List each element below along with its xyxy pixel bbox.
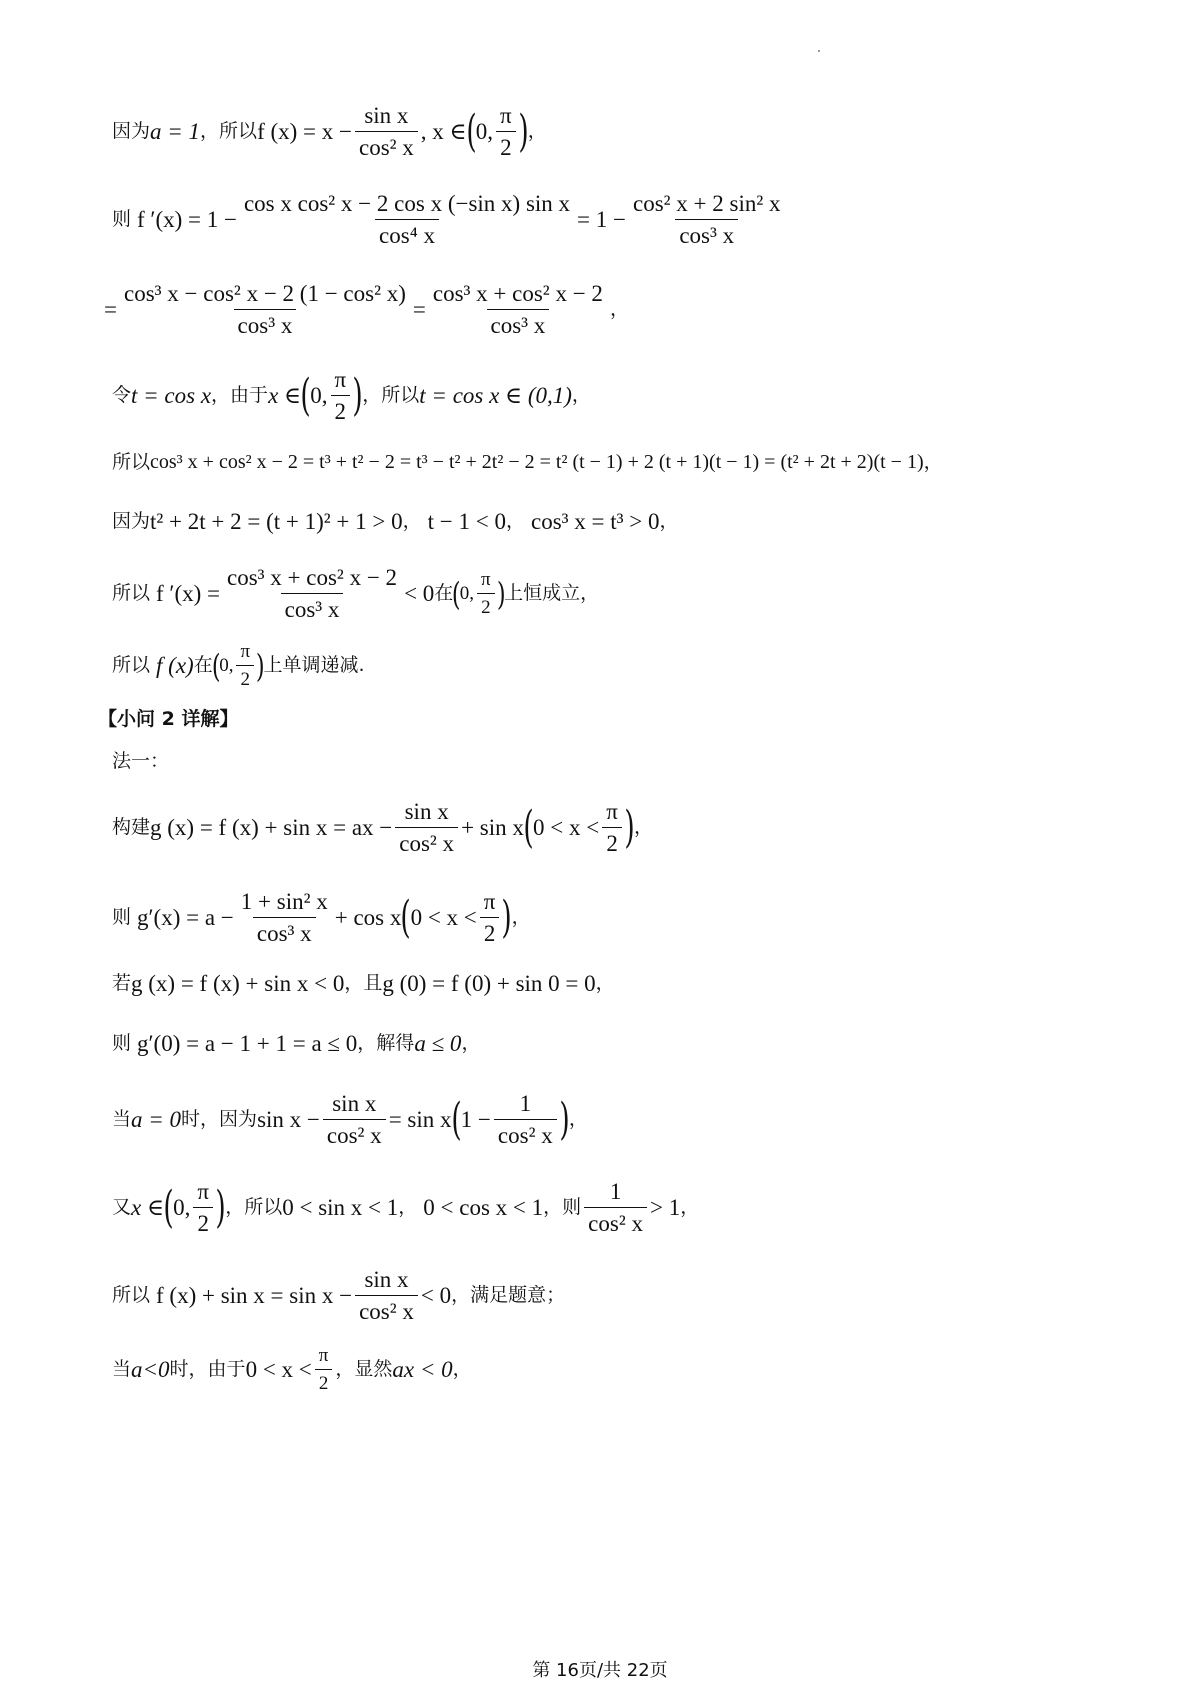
line-12 <box>112 890 1140 945</box>
numerator: cos³ x + cos² x − 2 <box>432 281 603 306</box>
math: cos³ x + cos² x − 2 = t³ + t² − 2 = t³ − t² + 2t² − 2 = t² (t − 1) + 2 (t + 1)(t − 1) = (t² + 2t + 2)(t − 1) <box>150 451 924 473</box>
math: < 0 <box>420 1283 452 1308</box>
math: + sin x <box>461 815 524 840</box>
text: ， <box>923 450 943 473</box>
math: 0, <box>219 655 234 676</box>
open-paren: ( <box>466 105 477 157</box>
math: x ∈ <box>131 1195 164 1220</box>
math: < 0 <box>404 581 435 606</box>
text: 构建 <box>112 816 151 838</box>
text: ， <box>505 510 525 532</box>
denominator: 2 <box>315 1369 333 1393</box>
denominator: cos² x <box>494 1119 557 1147</box>
math: ax < 0 <box>392 1357 453 1382</box>
text: 所以 <box>112 1284 151 1306</box>
fraction <box>496 104 516 159</box>
text: ，满足题意； <box>451 1284 566 1306</box>
section-header <box>98 710 1140 729</box>
math: f ′(x) = 1 − <box>137 207 237 232</box>
text: 在 <box>193 654 213 676</box>
line-6 <box>112 510 1140 533</box>
open-paren: ( <box>450 1093 462 1145</box>
math: sin x − <box>257 1107 320 1132</box>
fraction <box>629 192 785 247</box>
text: ， <box>571 384 591 406</box>
text: 因为 <box>112 510 151 532</box>
fraction <box>120 282 410 337</box>
text: ，显然 <box>335 1358 393 1380</box>
math: > 1 <box>649 1195 681 1220</box>
line-18 <box>112 1346 1140 1393</box>
math: 0 < x < <box>533 815 600 840</box>
numerator: cos³ x − cos² x − 2 (1 − cos² x) <box>123 281 406 306</box>
text: ， <box>595 972 615 994</box>
text: ， <box>634 816 654 838</box>
math: a ≤ 0 <box>414 1031 462 1056</box>
close-paren: ) <box>352 369 363 421</box>
fraction <box>602 800 622 855</box>
math: g′(0) = a − 1 + 1 = a ≤ 0 <box>137 1031 358 1056</box>
text: 则 <box>112 208 132 230</box>
math: 0, <box>173 1195 191 1220</box>
text: ， <box>568 1108 588 1130</box>
fraction <box>480 890 500 945</box>
text: ， <box>527 120 547 142</box>
denominator: cos² x <box>355 1295 418 1323</box>
denominator: 2 <box>602 827 622 855</box>
text: ，由于 <box>211 384 269 406</box>
text: 则 <box>112 1032 132 1054</box>
denominator: 2 <box>477 593 495 617</box>
numerator: π <box>606 799 618 824</box>
text: 上单调递减. <box>263 654 365 676</box>
line-13 <box>112 972 1140 995</box>
numerator: cos³ x + cos² x − 2 <box>227 565 398 590</box>
denominator: cos² x <box>395 827 458 855</box>
text: 当 <box>112 1108 132 1130</box>
text: ， <box>452 1358 472 1380</box>
fraction <box>236 642 254 689</box>
close-paren: ) <box>255 646 265 685</box>
text: ，所以 <box>225 1196 283 1218</box>
math: cos³ x = t³ > 0 <box>531 509 660 534</box>
math: 0, <box>310 383 328 408</box>
fraction <box>477 570 495 617</box>
denominator: 2 <box>193 1207 213 1235</box>
numerator: sin x <box>404 799 449 824</box>
math: a = 0 <box>131 1107 182 1132</box>
scan-speck <box>818 50 820 52</box>
math: = <box>104 297 117 322</box>
math: g′(x) = a − <box>137 905 234 930</box>
line-10 <box>112 752 1140 771</box>
line-15 <box>112 1092 1140 1147</box>
fraction <box>429 282 607 337</box>
line-4 <box>112 368 1140 423</box>
line-7 <box>112 566 1140 621</box>
math: a = 1 <box>150 119 201 144</box>
text: ， <box>402 510 422 532</box>
fraction <box>323 1092 386 1147</box>
text: 因为 <box>112 120 151 142</box>
math: = sin x <box>388 1107 452 1132</box>
math: 1 − <box>460 1107 491 1132</box>
text: ，解得 <box>357 1032 415 1054</box>
text: 时，由于 <box>169 1358 246 1380</box>
math: t = cos x <box>131 383 212 408</box>
math: = 1 − <box>577 207 626 232</box>
line-16 <box>112 1180 1140 1235</box>
fraction <box>193 1180 213 1235</box>
numerator: π <box>500 103 512 128</box>
line-1 <box>112 104 1140 159</box>
text: ， <box>398 1196 418 1218</box>
fraction <box>237 890 332 945</box>
open-paren: ( <box>400 891 412 943</box>
denominator: cos³ x <box>253 917 316 945</box>
text: ，所以 <box>200 120 258 142</box>
page-number: 第 16页/共 22页 <box>532 1660 668 1681</box>
numerator: cos x cos² x − 2 cos x (−sin x) sin x <box>243 191 571 216</box>
denominator: cos³ x <box>234 309 297 337</box>
numerator: π <box>481 569 491 590</box>
numerator: sin x <box>332 1091 377 1116</box>
denominator: 2 <box>331 395 351 423</box>
numerator: 1 <box>519 1091 532 1116</box>
denominator: 2 <box>480 917 500 945</box>
math: a<0 <box>131 1357 170 1382</box>
math: f (x) <box>156 653 194 678</box>
math: g (x) = f (x) + sin x = ax − <box>150 815 393 840</box>
fraction <box>240 192 574 247</box>
text: 所以 <box>112 450 151 473</box>
text: 当 <box>112 1358 132 1380</box>
numerator: π <box>334 367 347 392</box>
numerator: sin x <box>364 1267 409 1292</box>
denominator: 2 <box>236 665 254 689</box>
fraction <box>355 1268 418 1323</box>
numerator: π <box>318 1345 329 1366</box>
fraction <box>330 368 350 423</box>
fraction <box>395 800 458 855</box>
text: 上恒成立， <box>504 582 600 604</box>
numerator: π <box>197 1179 210 1204</box>
math: f ′(x) = <box>156 581 220 606</box>
section-title: 【小问 2 详解】 <box>98 708 239 730</box>
math: 0, <box>475 119 493 144</box>
math: t² + 2t + 2 = (t + 1)² + 1 > 0 <box>150 509 403 534</box>
numerator: sin x <box>364 103 409 128</box>
numerator: cos² x + 2 sin² x <box>633 191 781 216</box>
math: 0 < x < <box>410 905 477 930</box>
line-11 <box>112 800 1140 855</box>
math: 0 < sin x < 1 <box>282 1195 399 1220</box>
math: 0, <box>459 583 475 604</box>
line-14 <box>112 1032 1140 1055</box>
math: g (0) = f (0) + sin 0 = 0 <box>382 971 596 996</box>
text: ，且 <box>344 972 383 994</box>
text: ， <box>609 298 629 320</box>
denominator: 2 <box>496 131 516 159</box>
math: f (x) = x − <box>257 119 352 144</box>
line-2 <box>112 192 1140 247</box>
text: 时，因为 <box>181 1108 258 1130</box>
denominator: cos³ x <box>281 593 344 621</box>
denominator: cos³ x <box>675 219 738 247</box>
fraction <box>315 1346 333 1393</box>
numerator: 1 + sin² x <box>240 889 328 914</box>
text: 在 <box>434 582 454 604</box>
line-3 <box>104 282 1140 337</box>
fraction <box>223 566 401 621</box>
numerator: π <box>483 889 496 914</box>
numerator: π <box>240 641 251 662</box>
text: ， <box>461 1032 481 1054</box>
text: ，所以 <box>362 384 420 406</box>
text: 令 <box>112 384 132 406</box>
numerator: 1 <box>609 1179 622 1204</box>
text: 又 <box>112 1196 132 1218</box>
math: 0 < cos x < 1 <box>423 1195 544 1220</box>
math: 0 < x < <box>245 1357 312 1382</box>
math: t = cos x ∈ (0,1) <box>419 383 572 408</box>
math: g (x) = f (x) + sin x < 0 <box>131 971 345 996</box>
math: = <box>412 297 426 322</box>
open-paren: ( <box>211 646 221 685</box>
text: 所以 <box>112 582 151 604</box>
close-paren: ) <box>496 574 506 613</box>
text: ，则 <box>543 1196 582 1218</box>
math: x ∈ <box>268 383 302 408</box>
text: 所以 <box>112 654 151 676</box>
fraction <box>584 1180 647 1235</box>
math: + cos x <box>334 905 402 930</box>
denominator: cos² x <box>584 1207 647 1235</box>
math: t − 1 < 0 <box>427 509 506 534</box>
denominator: cos² x <box>355 131 418 159</box>
open-paren: ( <box>452 574 461 613</box>
text: 则 <box>112 906 132 928</box>
text: ， <box>511 906 531 928</box>
line-8 <box>112 642 1140 689</box>
math: , x ∈ <box>420 119 467 144</box>
close-paren: ) <box>501 891 513 943</box>
math: f (x) + sin x = sin x − <box>156 1283 353 1308</box>
close-paren: ) <box>624 801 635 853</box>
text: ， <box>680 1196 700 1218</box>
open-paren: ( <box>300 369 311 421</box>
denominator: cos³ x <box>487 309 550 337</box>
fraction <box>355 104 418 159</box>
line-5 <box>112 452 1140 472</box>
fraction <box>494 1092 557 1147</box>
line-17 <box>112 1268 1140 1323</box>
denominator: cos⁴ x <box>375 219 439 247</box>
close-paren: ) <box>215 1181 226 1233</box>
close-paren: ) <box>559 1093 570 1145</box>
text: ， <box>659 510 679 532</box>
method-label: 法一： <box>112 750 170 772</box>
close-paren: ) <box>518 105 529 157</box>
open-paren: ( <box>163 1181 174 1233</box>
denominator: cos² x <box>323 1119 386 1147</box>
open-paren: ( <box>523 801 534 853</box>
text: 若 <box>112 972 132 994</box>
